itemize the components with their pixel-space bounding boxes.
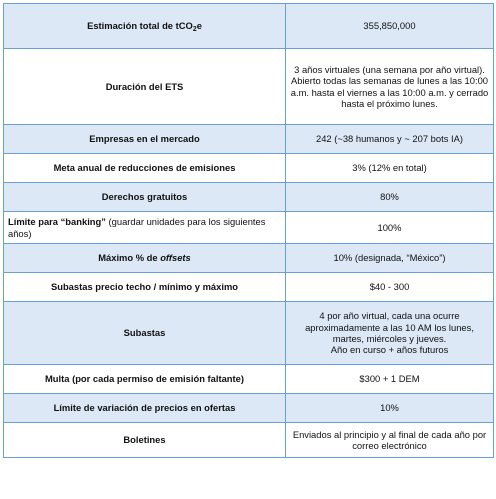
row-value <box>286 49 494 125</box>
row-value: Enviados al principio y al final de cada año por correo electrónico <box>286 423 494 458</box>
table-row <box>4 423 494 458</box>
table-row <box>4 273 494 302</box>
row-label: Subastas precio techo / mínimo y máximo <box>4 273 286 302</box>
row-value: 10% (designada, “México”) <box>286 244 494 273</box>
row-value-line: Año en curso + años futuros <box>330 344 449 356</box>
table-row <box>4 125 494 154</box>
table-row <box>4 4 494 49</box>
row-value: 10% <box>286 394 494 423</box>
row-value: 355,850,000 <box>286 4 494 49</box>
row-label: Máximo % de offsets <box>4 244 286 273</box>
row-label: Multa (por cada permiso de emisión faltante) <box>4 365 286 394</box>
table-row <box>4 154 494 183</box>
row-value-line: Abierto todas las semanas de lunes a las 10:00 a.m. hasta el viernes a las 10:00 a.m. y cerrado hasta el próximo lunes. <box>290 75 489 109</box>
row-label: Duración del ETS <box>4 49 286 125</box>
row-value: $300 + 1 DEM <box>286 365 494 394</box>
row-value-line: 3 años virtuales (una semana por año virtual). <box>294 63 485 75</box>
row-value: 242 (~38 humanos y ~ 207 bots IA) <box>286 125 494 154</box>
parameters-table-container <box>3 3 493 458</box>
table-row <box>4 244 494 273</box>
row-label: Límite de variación de precios en ofertas <box>4 394 286 423</box>
row-value: 100% <box>286 212 494 244</box>
row-value: 3% (12% en total) <box>286 154 494 183</box>
row-value: 80% <box>286 183 494 212</box>
table-row <box>4 212 494 244</box>
row-value: $40 - 300 <box>286 273 494 302</box>
row-label: Boletines <box>4 423 286 458</box>
row-label: Subastas <box>4 302 286 365</box>
table-row <box>4 365 494 394</box>
table-row <box>4 394 494 423</box>
row-label: Derechos gratuitos <box>4 183 286 212</box>
row-label: Estimación total de tCO$_2$e <box>4 4 286 49</box>
row-value <box>286 302 494 365</box>
table-row <box>4 302 494 365</box>
ets-parameters-table <box>3 3 494 458</box>
row-label: Límite para “banking” (guardar unidades para los siguientes años) <box>4 212 286 244</box>
table-row <box>4 49 494 125</box>
table-row <box>4 183 494 212</box>
row-label: Meta anual de reducciones de emisiones <box>4 154 286 183</box>
row-label: Empresas en el mercado <box>4 125 286 154</box>
row-value-line: 4 por año virtual, cada una ocurre aproximadamente a las 10 AM los lunes, martes, miércoles y jueves. <box>305 310 474 344</box>
